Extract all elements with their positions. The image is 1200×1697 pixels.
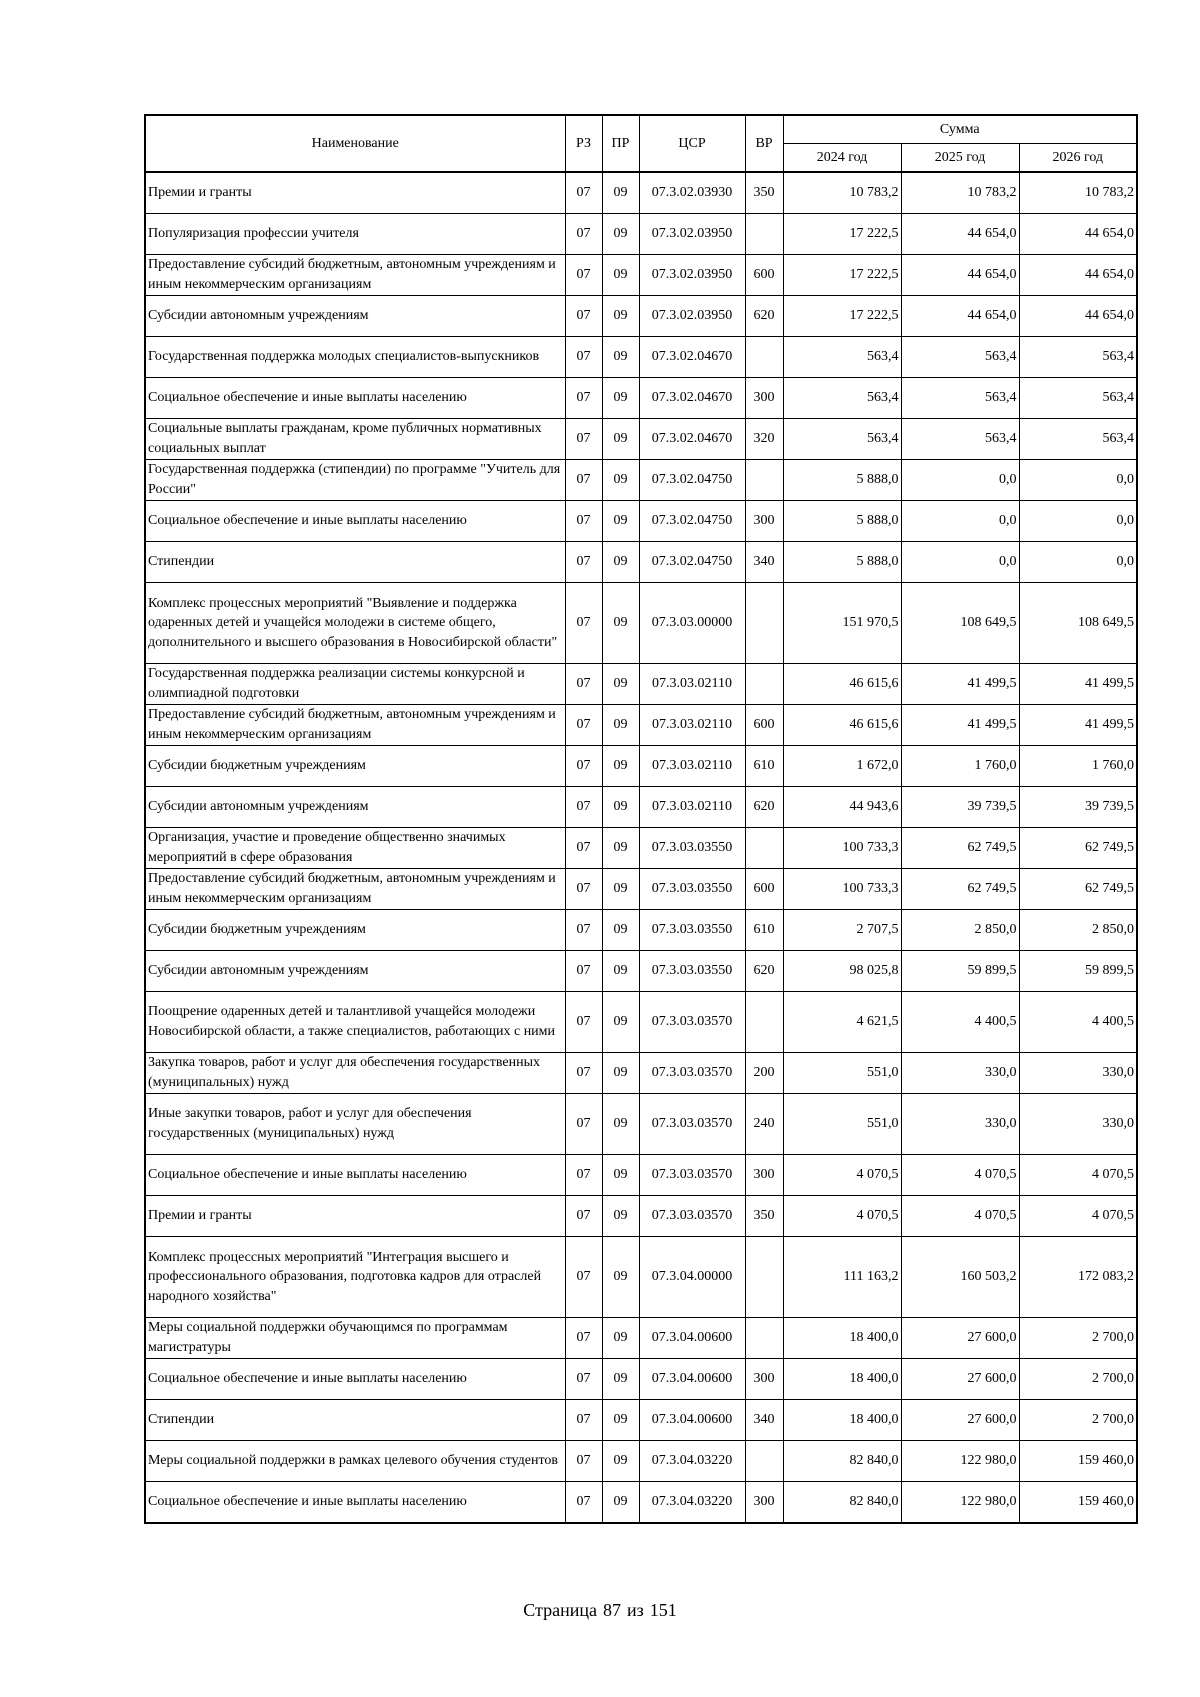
cell-2024: 563,4 (783, 419, 901, 460)
table-row (145, 1237, 1137, 1318)
cell-pr: 09 (602, 583, 639, 664)
cell-name: Социальное обеспечение и иные выплаты населению (145, 1359, 565, 1400)
cell-2026: 159 460,0 (1019, 1441, 1137, 1482)
cell-vr: 610 (745, 746, 783, 787)
cell-rz: 07 (565, 255, 602, 296)
cell-name: Популяризация профессии учителя (145, 214, 565, 255)
cell-pr: 09 (602, 172, 639, 214)
budget-sheet (144, 114, 1136, 1524)
cell-2026: 62 749,5 (1019, 869, 1137, 910)
cell-rz: 07 (565, 664, 602, 705)
cell-2024: 10 783,2 (783, 172, 901, 214)
cell-2024: 551,0 (783, 1053, 901, 1094)
cell-pr: 09 (602, 1237, 639, 1318)
cell-vr: 340 (745, 542, 783, 583)
table-row (145, 460, 1137, 501)
header-vr: ВР (745, 115, 783, 172)
header-year-2025: 2025 год (901, 144, 1019, 173)
cell-pr: 09 (602, 1155, 639, 1196)
cell-vr (745, 1441, 783, 1482)
cell-2024: 17 222,5 (783, 296, 901, 337)
cell-2026: 39 739,5 (1019, 787, 1137, 828)
cell-2024: 46 615,6 (783, 664, 901, 705)
cell-rz: 07 (565, 583, 602, 664)
header-sum: Сумма (783, 115, 1137, 144)
cell-name: Закупка товаров, работ и услуг для обеспечения государственных (муниципальных) нужд (145, 1053, 565, 1094)
cell-pr: 09 (602, 1094, 639, 1155)
cell-name: Государственная поддержка реализации системы конкурсной и олимпиадной подготовки (145, 664, 565, 705)
table-row (145, 501, 1137, 542)
cell-2024: 100 733,3 (783, 828, 901, 869)
cell-name: Предоставление субсидий бюджетным, автономным учреждениям и иным некоммерческим организациям (145, 255, 565, 296)
table-row (145, 172, 1137, 214)
cell-2026: 563,4 (1019, 419, 1137, 460)
table-row (145, 1400, 1137, 1441)
cell-2025: 122 980,0 (901, 1482, 1019, 1524)
cell-vr (745, 214, 783, 255)
cell-pr: 09 (602, 787, 639, 828)
cell-2025: 160 503,2 (901, 1237, 1019, 1318)
cell-rz: 07 (565, 1318, 602, 1359)
cell-2025: 41 499,5 (901, 705, 1019, 746)
cell-2025: 44 654,0 (901, 255, 1019, 296)
table-row (145, 1441, 1137, 1482)
cell-2026: 2 700,0 (1019, 1318, 1137, 1359)
cell-2025: 39 739,5 (901, 787, 1019, 828)
cell-rz: 07 (565, 172, 602, 214)
cell-2026: 159 460,0 (1019, 1482, 1137, 1524)
cell-2025: 62 749,5 (901, 828, 1019, 869)
cell-2026: 172 083,2 (1019, 1237, 1137, 1318)
cell-rz: 07 (565, 1094, 602, 1155)
cell-pr: 09 (602, 419, 639, 460)
cell-2025: 4 070,5 (901, 1155, 1019, 1196)
cell-rz: 07 (565, 746, 602, 787)
cell-rz: 07 (565, 460, 602, 501)
cell-2024: 563,4 (783, 337, 901, 378)
header-csr: ЦСР (639, 115, 745, 172)
cell-name: Государственная поддержка (стипендии) по программе "Учитель для России" (145, 460, 565, 501)
cell-name: Премии и гранты (145, 172, 565, 214)
table-row (145, 992, 1137, 1053)
cell-2024: 82 840,0 (783, 1441, 901, 1482)
cell-csr: 07.3.03.03550 (639, 869, 745, 910)
cell-2025: 62 749,5 (901, 869, 1019, 910)
budget-table (144, 114, 1138, 1524)
cell-2026: 41 499,5 (1019, 664, 1137, 705)
header-name: Наименование (145, 115, 565, 172)
cell-2025: 330,0 (901, 1094, 1019, 1155)
table-row (145, 214, 1137, 255)
cell-2025: 0,0 (901, 542, 1019, 583)
cell-2025: 1 760,0 (901, 746, 1019, 787)
table-header (145, 115, 1137, 172)
header-year-2026: 2026 год (1019, 144, 1137, 173)
header-rz: РЗ (565, 115, 602, 172)
cell-2024: 5 888,0 (783, 542, 901, 583)
cell-2024: 17 222,5 (783, 255, 901, 296)
cell-pr: 09 (602, 746, 639, 787)
cell-pr: 09 (602, 1359, 639, 1400)
page-total: 151 (649, 1600, 677, 1620)
cell-2024: 5 888,0 (783, 460, 901, 501)
cell-csr: 07.3.03.03570 (639, 1053, 745, 1094)
cell-vr (745, 1318, 783, 1359)
cell-rz: 07 (565, 1155, 602, 1196)
cell-pr: 09 (602, 1441, 639, 1482)
cell-vr (745, 460, 783, 501)
cell-pr: 09 (602, 664, 639, 705)
cell-csr: 07.3.03.02110 (639, 664, 745, 705)
table-row (145, 378, 1137, 419)
cell-2025: 108 649,5 (901, 583, 1019, 664)
table-row (145, 542, 1137, 583)
cell-rz: 07 (565, 214, 602, 255)
cell-csr: 07.3.02.04750 (639, 542, 745, 583)
cell-2024: 4 070,5 (783, 1155, 901, 1196)
cell-csr: 07.3.02.04750 (639, 501, 745, 542)
cell-name: Субсидии бюджетным учреждениям (145, 910, 565, 951)
cell-rz: 07 (565, 296, 602, 337)
cell-2024: 18 400,0 (783, 1400, 901, 1441)
cell-vr (745, 828, 783, 869)
cell-rz: 07 (565, 705, 602, 746)
cell-rz: 07 (565, 542, 602, 583)
cell-2024: 100 733,3 (783, 869, 901, 910)
page-number: 87 (602, 1600, 621, 1620)
cell-2026: 44 654,0 (1019, 255, 1137, 296)
cell-name: Иные закупки товаров, работ и услуг для обеспечения государственных (муниципальных) нужд (145, 1094, 565, 1155)
cell-pr: 09 (602, 214, 639, 255)
cell-name: Комплекс процессных мероприятий "Интеграция высшего и профессионального образования, подготовка кадров для отраслей народного хозяйства" (145, 1237, 565, 1318)
cell-name: Организация, участие и проведение общественно значимых мероприятий в сфере образования (145, 828, 565, 869)
table-row (145, 337, 1137, 378)
cell-2026: 4 070,5 (1019, 1155, 1137, 1196)
cell-vr: 600 (745, 255, 783, 296)
cell-2025: 41 499,5 (901, 664, 1019, 705)
cell-2025: 44 654,0 (901, 296, 1019, 337)
cell-2026: 0,0 (1019, 501, 1137, 542)
cell-csr: 07.3.03.02110 (639, 705, 745, 746)
cell-name: Субсидии автономным учреждениям (145, 951, 565, 992)
cell-2024: 17 222,5 (783, 214, 901, 255)
table-row (145, 1318, 1137, 1359)
cell-csr: 07.3.02.04670 (639, 337, 745, 378)
cell-csr: 07.3.03.02110 (639, 746, 745, 787)
table-row (145, 869, 1137, 910)
table-row (145, 910, 1137, 951)
cell-vr: 300 (745, 1155, 783, 1196)
cell-pr: 09 (602, 910, 639, 951)
cell-rz: 07 (565, 378, 602, 419)
cell-rz: 07 (565, 869, 602, 910)
cell-name: Социальные выплаты гражданам, кроме публичных нормативных социальных выплат (145, 419, 565, 460)
cell-rz: 07 (565, 1441, 602, 1482)
table-row (145, 787, 1137, 828)
table-row (145, 583, 1137, 664)
cell-name: Предоставление субсидий бюджетным, автономным учреждениям и иным некоммерческим организациям (145, 869, 565, 910)
cell-pr: 09 (602, 1400, 639, 1441)
cell-rz: 07 (565, 951, 602, 992)
cell-pr: 09 (602, 378, 639, 419)
cell-2025: 10 783,2 (901, 172, 1019, 214)
cell-pr: 09 (602, 1196, 639, 1237)
cell-name: Государственная поддержка молодых специалистов-выпускников (145, 337, 565, 378)
cell-2025: 27 600,0 (901, 1359, 1019, 1400)
cell-csr: 07.3.03.03570 (639, 1196, 745, 1237)
cell-2026: 44 654,0 (1019, 296, 1137, 337)
cell-name: Стипендии (145, 542, 565, 583)
table-row (145, 705, 1137, 746)
cell-pr: 09 (602, 869, 639, 910)
cell-2024: 18 400,0 (783, 1359, 901, 1400)
cell-name: Субсидии автономным учреждениям (145, 296, 565, 337)
cell-2024: 5 888,0 (783, 501, 901, 542)
cell-2026: 4 400,5 (1019, 992, 1137, 1053)
table-row (145, 951, 1137, 992)
table-row (145, 664, 1137, 705)
cell-csr: 07.3.04.00600 (639, 1359, 745, 1400)
cell-csr: 07.3.04.03220 (639, 1482, 745, 1524)
cell-vr: 300 (745, 1482, 783, 1524)
cell-2026: 2 850,0 (1019, 910, 1137, 951)
cell-2025: 4 400,5 (901, 992, 1019, 1053)
table-row (145, 1094, 1137, 1155)
cell-csr: 07.3.03.03570 (639, 1155, 745, 1196)
cell-2026: 41 499,5 (1019, 705, 1137, 746)
cell-name: Социальное обеспечение и иные выплаты населению (145, 1155, 565, 1196)
table-row (145, 746, 1137, 787)
table-body (145, 172, 1137, 1523)
cell-2026: 330,0 (1019, 1053, 1137, 1094)
cell-2026: 0,0 (1019, 460, 1137, 501)
cell-rz: 07 (565, 419, 602, 460)
cell-2024: 4 621,5 (783, 992, 901, 1053)
cell-name: Поощрение одаренных детей и талантливой учащейся молодежи Новосибирской области, а также специалистов, работающих с ними (145, 992, 565, 1053)
cell-2025: 0,0 (901, 460, 1019, 501)
cell-vr (745, 992, 783, 1053)
cell-csr: 07.3.03.03570 (639, 992, 745, 1053)
cell-vr: 620 (745, 296, 783, 337)
cell-vr: 300 (745, 1359, 783, 1400)
cell-2024: 4 070,5 (783, 1196, 901, 1237)
cell-vr (745, 337, 783, 378)
cell-vr: 600 (745, 705, 783, 746)
cell-rz: 07 (565, 992, 602, 1053)
cell-2024: 551,0 (783, 1094, 901, 1155)
cell-2024: 1 672,0 (783, 746, 901, 787)
table-row (145, 1196, 1137, 1237)
cell-2026: 2 700,0 (1019, 1400, 1137, 1441)
cell-csr: 07.3.02.03930 (639, 172, 745, 214)
cell-name: Меры социальной поддержки обучающимся по программам магистратуры (145, 1318, 565, 1359)
cell-2025: 330,0 (901, 1053, 1019, 1094)
cell-vr: 620 (745, 951, 783, 992)
cell-pr: 09 (602, 828, 639, 869)
cell-csr: 07.3.02.04670 (639, 378, 745, 419)
cell-pr: 09 (602, 296, 639, 337)
cell-name: Субсидии бюджетным учреждениям (145, 746, 565, 787)
cell-2024: 2 707,5 (783, 910, 901, 951)
cell-2025: 563,4 (901, 337, 1019, 378)
cell-csr: 07.3.04.00600 (639, 1318, 745, 1359)
cell-vr: 240 (745, 1094, 783, 1155)
cell-vr: 350 (745, 1196, 783, 1237)
cell-csr: 07.3.03.03550 (639, 910, 745, 951)
cell-2026: 44 654,0 (1019, 214, 1137, 255)
cell-2026: 1 760,0 (1019, 746, 1137, 787)
cell-name: Стипендии (145, 1400, 565, 1441)
cell-csr: 07.3.02.04750 (639, 460, 745, 501)
cell-pr: 09 (602, 460, 639, 501)
cell-rz: 07 (565, 1359, 602, 1400)
cell-rz: 07 (565, 501, 602, 542)
cell-2024: 563,4 (783, 378, 901, 419)
cell-csr: 07.3.02.03950 (639, 255, 745, 296)
cell-csr: 07.3.03.03550 (639, 828, 745, 869)
cell-name: Социальное обеспечение и иные выплаты населению (145, 1482, 565, 1524)
of-word: из (626, 1600, 644, 1620)
cell-2026: 330,0 (1019, 1094, 1137, 1155)
table-row (145, 1359, 1137, 1400)
cell-2026: 108 649,5 (1019, 583, 1137, 664)
cell-vr: 610 (745, 910, 783, 951)
cell-2026: 10 783,2 (1019, 172, 1137, 214)
cell-name: Премии и гранты (145, 1196, 565, 1237)
cell-csr: 07.3.04.00600 (639, 1400, 745, 1441)
cell-2026: 62 749,5 (1019, 828, 1137, 869)
table-row (145, 296, 1137, 337)
cell-csr: 07.3.03.02110 (639, 787, 745, 828)
cell-vr: 620 (745, 787, 783, 828)
header-pr: ПР (602, 115, 639, 172)
cell-pr: 09 (602, 992, 639, 1053)
cell-name: Социальное обеспечение и иные выплаты населению (145, 378, 565, 419)
cell-rz: 07 (565, 337, 602, 378)
cell-rz: 07 (565, 1400, 602, 1441)
cell-pr: 09 (602, 1053, 639, 1094)
cell-vr: 300 (745, 501, 783, 542)
cell-2025: 2 850,0 (901, 910, 1019, 951)
cell-vr: 320 (745, 419, 783, 460)
cell-rz: 07 (565, 1053, 602, 1094)
cell-2025: 4 070,5 (901, 1196, 1019, 1237)
cell-name: Меры социальной поддержки в рамках целевого обучения студентов (145, 1441, 565, 1482)
cell-rz: 07 (565, 1237, 602, 1318)
cell-2026: 59 899,5 (1019, 951, 1137, 992)
cell-pr: 09 (602, 951, 639, 992)
table-row (145, 828, 1137, 869)
table-row (145, 1155, 1137, 1196)
cell-2026: 0,0 (1019, 542, 1137, 583)
cell-csr: 07.3.03.00000 (639, 583, 745, 664)
cell-2024: 46 615,6 (783, 705, 901, 746)
page-word: Страница (523, 1600, 597, 1620)
cell-2025: 122 980,0 (901, 1441, 1019, 1482)
cell-vr: 300 (745, 378, 783, 419)
cell-2025: 0,0 (901, 501, 1019, 542)
cell-2024: 82 840,0 (783, 1482, 901, 1524)
cell-2026: 563,4 (1019, 378, 1137, 419)
cell-2024: 44 943,6 (783, 787, 901, 828)
cell-vr: 350 (745, 172, 783, 214)
cell-vr (745, 1237, 783, 1318)
cell-vr (745, 664, 783, 705)
cell-rz: 07 (565, 787, 602, 828)
page-footer (0, 1600, 1200, 1621)
table-row (145, 419, 1137, 460)
cell-vr: 340 (745, 1400, 783, 1441)
cell-csr: 07.3.03.03550 (639, 951, 745, 992)
cell-2024: 98 025,8 (783, 951, 901, 992)
cell-pr: 09 (602, 542, 639, 583)
cell-2024: 18 400,0 (783, 1318, 901, 1359)
cell-pr: 09 (602, 1482, 639, 1524)
cell-rz: 07 (565, 828, 602, 869)
cell-2024: 151 970,5 (783, 583, 901, 664)
cell-csr: 07.3.04.00000 (639, 1237, 745, 1318)
cell-2025: 27 600,0 (901, 1400, 1019, 1441)
cell-pr: 09 (602, 705, 639, 746)
cell-2025: 27 600,0 (901, 1318, 1019, 1359)
cell-name: Субсидии автономным учреждениям (145, 787, 565, 828)
cell-2025: 44 654,0 (901, 214, 1019, 255)
cell-vr: 600 (745, 869, 783, 910)
cell-2025: 563,4 (901, 419, 1019, 460)
cell-2025: 563,4 (901, 378, 1019, 419)
header-year-2024: 2024 год (783, 144, 901, 173)
cell-csr: 07.3.02.03950 (639, 296, 745, 337)
cell-csr: 07.3.02.04670 (639, 419, 745, 460)
cell-2026: 4 070,5 (1019, 1196, 1137, 1237)
cell-2026: 563,4 (1019, 337, 1137, 378)
cell-vr: 200 (745, 1053, 783, 1094)
cell-2025: 59 899,5 (901, 951, 1019, 992)
cell-pr: 09 (602, 337, 639, 378)
cell-name: Комплекс процессных мероприятий "Выявление и поддержка одаренных детей и учащейся молодежи в системе общего, дополнительного и высшего образования в Новосибирской области" (145, 583, 565, 664)
cell-pr: 09 (602, 255, 639, 296)
cell-name: Предоставление субсидий бюджетным, автономным учреждениям и иным некоммерческим организациям (145, 705, 565, 746)
cell-2024: 111 163,2 (783, 1237, 901, 1318)
cell-2026: 2 700,0 (1019, 1359, 1137, 1400)
cell-pr: 09 (602, 501, 639, 542)
cell-rz: 07 (565, 1196, 602, 1237)
cell-csr: 07.3.02.03950 (639, 214, 745, 255)
cell-name: Социальное обеспечение и иные выплаты населению (145, 501, 565, 542)
cell-csr: 07.3.03.03570 (639, 1094, 745, 1155)
table-row (145, 1482, 1137, 1524)
cell-pr: 09 (602, 1318, 639, 1359)
cell-rz: 07 (565, 1482, 602, 1524)
cell-csr: 07.3.04.03220 (639, 1441, 745, 1482)
cell-vr (745, 583, 783, 664)
cell-rz: 07 (565, 910, 602, 951)
table-row (145, 255, 1137, 296)
table-row (145, 1053, 1137, 1094)
